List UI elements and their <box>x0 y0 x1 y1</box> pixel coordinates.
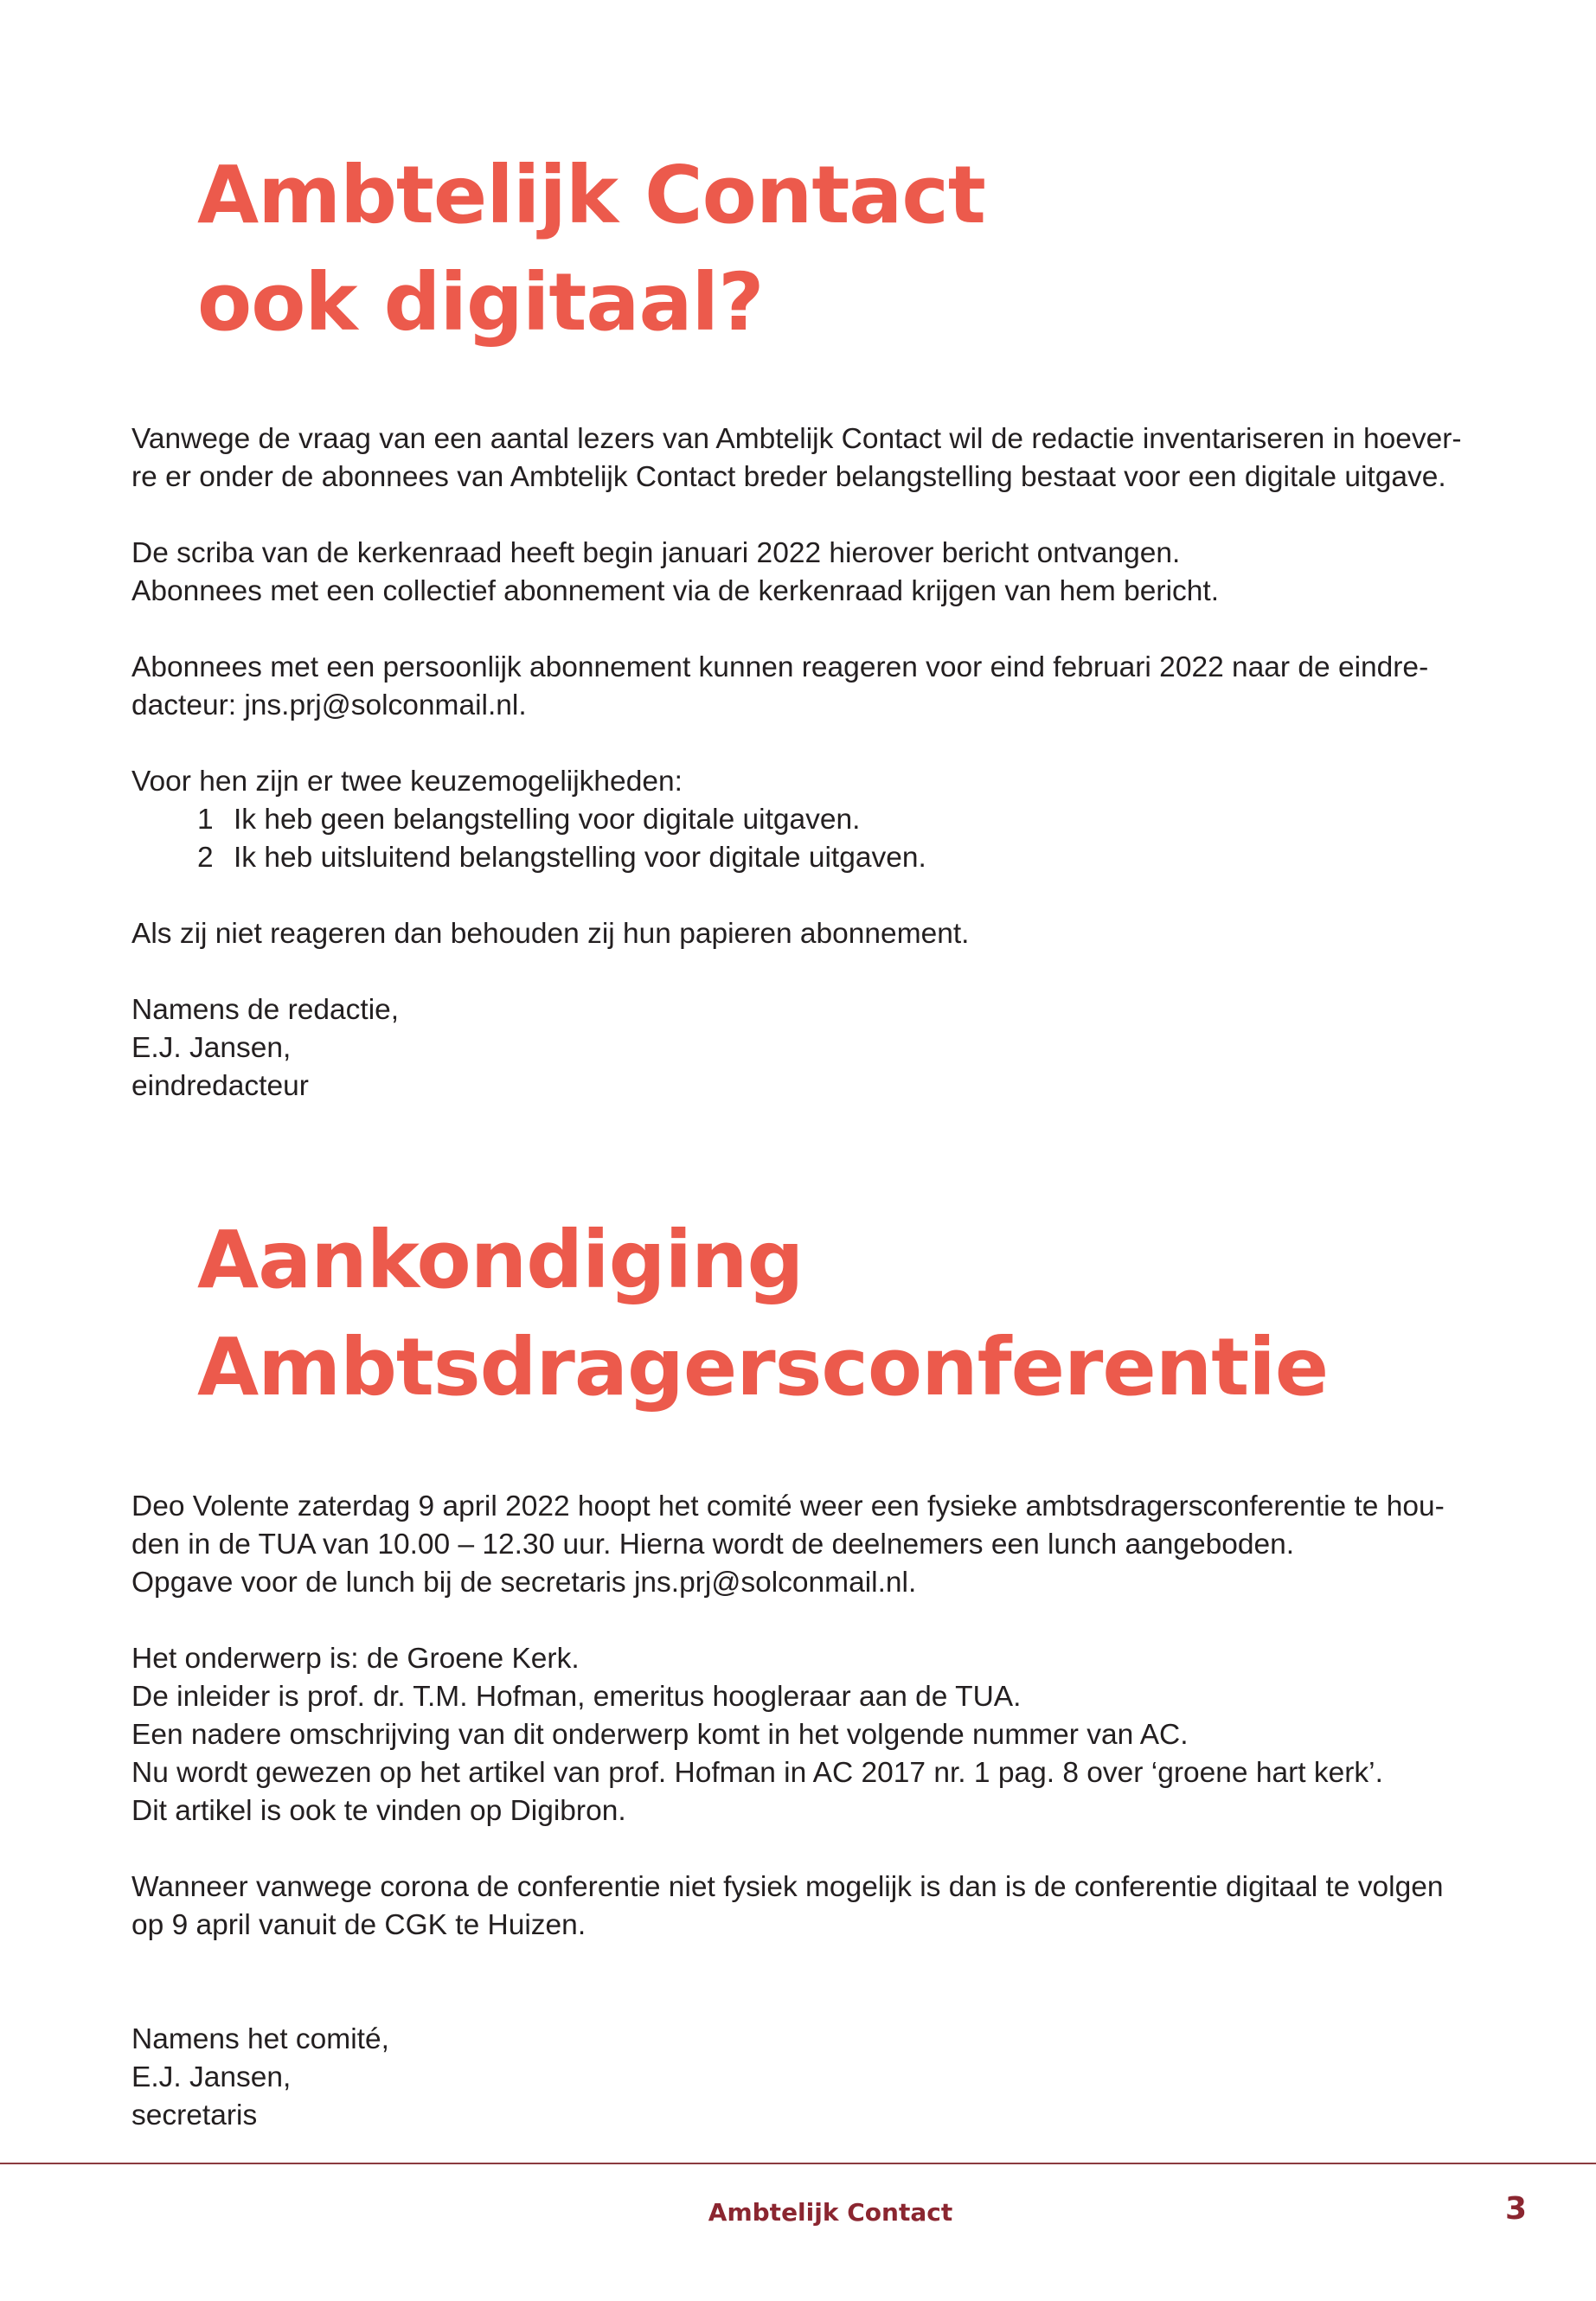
article-2-title <box>197 1207 1328 1421</box>
text-line: Als zij niet reageren dan behouden zij hun papieren abonnement. <box>131 918 970 950</box>
article-1-title-line-1: Ambtelijk Contact <box>197 149 985 241</box>
article-2-signature <box>131 2021 1481 2135</box>
list-item <box>131 801 1481 839</box>
signature-line: E.J. Jansen, <box>131 1032 292 1064</box>
text-line: dacteur: jns.prj@solconmail.nl. <box>131 689 527 721</box>
text-line: re er onder de abonnees van Ambtelijk Contact breder belangstelling bestaat voor een digitale uitgave. <box>131 461 1446 493</box>
text-line: Vanwege de vraag van een aantal lezers van Ambtelijk Contact wil de redactie inventariseren in hoever- <box>131 423 1462 455</box>
page-number: 3 <box>1504 2191 1527 2227</box>
list-item <box>131 839 1481 877</box>
option-text: Ik heb uitsluitend belangstelling voor digitale uitgaven. <box>234 842 926 874</box>
text-line: Abonnees met een collectief abonnement via de kerkenraad krijgen van hem bericht. <box>131 575 1220 607</box>
article-1-paragraph-2 <box>131 535 1481 611</box>
option-text: Ik heb geen belangstelling voor digitale uitgaven. <box>234 804 861 836</box>
text-line: De inleider is prof. dr. T.M. Hofman, emeritus hoogleraar aan de TUA. <box>131 1681 1022 1713</box>
options-list <box>131 801 1481 877</box>
article-1-paragraph-1 <box>131 420 1481 497</box>
article-2-title-line-1: Aankondiging <box>197 1214 804 1306</box>
article-2-paragraph-2 <box>131 1640 1481 1830</box>
signature-line: Namens de redactie, <box>131 994 400 1026</box>
article-2-paragraph-1 <box>131 1488 1481 1602</box>
signature-line: Namens het comité, <box>131 2023 389 2055</box>
article-2-title-line-2: Ambtsdragersconferentie <box>197 1321 1329 1413</box>
option-number: 1 <box>197 804 214 836</box>
article-1-closing <box>131 915 1481 953</box>
article-1-signature <box>131 991 1481 1106</box>
text-line: Het onderwerp is: de Groene Kerk. <box>131 1643 580 1675</box>
text-line: Deo Volente zaterdag 9 april 2022 hoopt het comité weer een fysieke ambtsdragersconferentie te hou- <box>131 1490 1445 1522</box>
footer-divider <box>0 2163 1596 2164</box>
signature-line: E.J. Jansen, <box>131 2061 292 2093</box>
article-1-title <box>197 142 985 356</box>
text-line: Dit artikel is ook te vinden op Digibron. <box>131 1795 626 1827</box>
article-1-body <box>131 420 1481 1106</box>
footer-publication-name: Ambtelijk Contact <box>708 2198 953 2227</box>
article-2-body <box>131 1488 1481 2135</box>
article-1-options-block <box>131 763 1481 877</box>
option-number: 2 <box>197 842 214 874</box>
text-line: Nu wordt gewezen op het artikel van prof. Hofman in AC 2017 nr. 1 pag. 8 over ‘groene hart kerk’. <box>131 1757 1383 1789</box>
signature-line: eindredacteur <box>131 1070 309 1102</box>
signature-line: secretaris <box>131 2099 258 2131</box>
text-line: Een nadere omschrijving van dit onderwerp komt in het volgende nummer van AC. <box>131 1719 1189 1751</box>
text-line: op 9 april vanuit de CGK te Huizen. <box>131 1909 586 1941</box>
article-1-paragraph-3 <box>131 649 1481 725</box>
article-1-title-line-2: ook digitaal? <box>197 256 764 349</box>
text-line: den in de TUA van 10.00 – 12.30 uur. Hierna wordt de deelnemers een lunch aangeboden. <box>131 1529 1295 1561</box>
text-line: Abonnees met een persoonlijk abonnement kunnen reageren voor eind februari 2022 naar de eindre- <box>131 651 1429 683</box>
text-line: Wanneer vanwege corona de conferentie niet fysiek mogelijk is dan is de conferentie digitaal te volgen <box>131 1871 1444 1903</box>
text-line: Opgave voor de lunch bij de secretaris jns.prj@solconmail.nl. <box>131 1567 917 1599</box>
text-line: De scriba van de kerkenraad heeft begin januari 2022 hierover bericht ontvangen. <box>131 537 1181 569</box>
options-intro: Voor hen zijn er twee keuzemogelijkheden: <box>131 766 683 798</box>
article-2-paragraph-3 <box>131 1868 1481 1945</box>
